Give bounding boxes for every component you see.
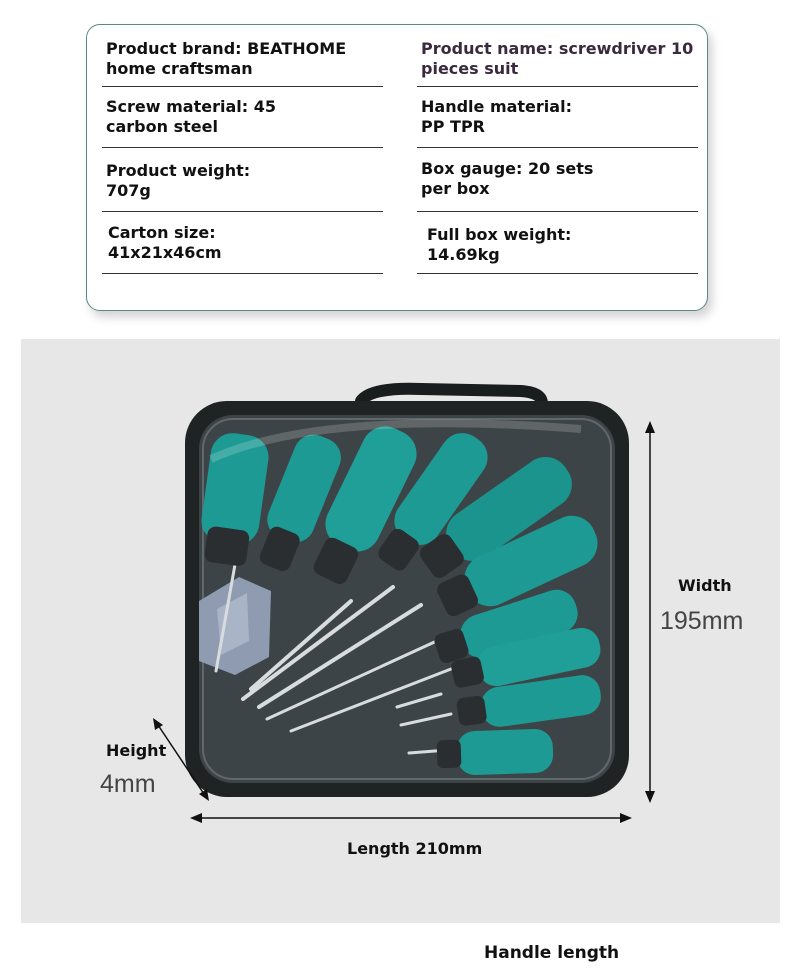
height-title: Height	[106, 741, 167, 760]
spec-full-box-weight-value: 14.69kg	[427, 245, 500, 264]
length-arrow-left	[190, 813, 202, 823]
spec-weight-value: 707g	[106, 181, 151, 200]
spec-name-value: pieces suit	[421, 59, 519, 78]
spec-handle-material	[417, 94, 698, 148]
spec-carton-size-label: Carton size:	[108, 223, 216, 242]
spec-brand-value: home craftsman	[106, 59, 253, 78]
width-arrow-top	[645, 421, 655, 433]
length-title: Length 210mm	[347, 839, 483, 858]
spec-weight	[102, 158, 383, 212]
spec-handle-material-value: PP TPR	[421, 117, 485, 136]
spec-box-gauge	[417, 156, 698, 212]
length-arrow-right	[620, 813, 632, 823]
spec-brand	[102, 36, 383, 87]
height-arrow-top	[153, 718, 163, 730]
spec-screw-material-label: Screw material: 45	[106, 97, 276, 116]
spec-full-box-weight	[417, 222, 698, 274]
spec-full-box-weight-label: Full box weight:	[427, 225, 572, 244]
spec-brand-label: Product brand: BEATHOME	[106, 39, 347, 58]
width-arrow-bottom	[645, 791, 655, 803]
spec-name-label: Product name: screwdriver 10	[421, 39, 694, 58]
width-title: Width	[678, 576, 732, 595]
spec-weight-label: Product weight:	[106, 161, 251, 180]
spec-screw-material	[102, 94, 383, 148]
width-value: 195mm	[660, 607, 744, 635]
spec-box-gauge-label: Box gauge: 20 sets	[421, 159, 594, 178]
spec-screw-material-value: carbon steel	[106, 117, 218, 136]
spec-handle-material-label: Handle material:	[421, 97, 572, 116]
spec-carton-size-value: 41x21x46cm	[108, 243, 222, 262]
spec-name	[417, 36, 698, 87]
height-value: 4mm	[100, 770, 156, 798]
spec-box-gauge-value: per box	[421, 179, 490, 198]
spec-carton-size	[102, 220, 383, 274]
handle-length-label: Handle length	[484, 943, 620, 963]
